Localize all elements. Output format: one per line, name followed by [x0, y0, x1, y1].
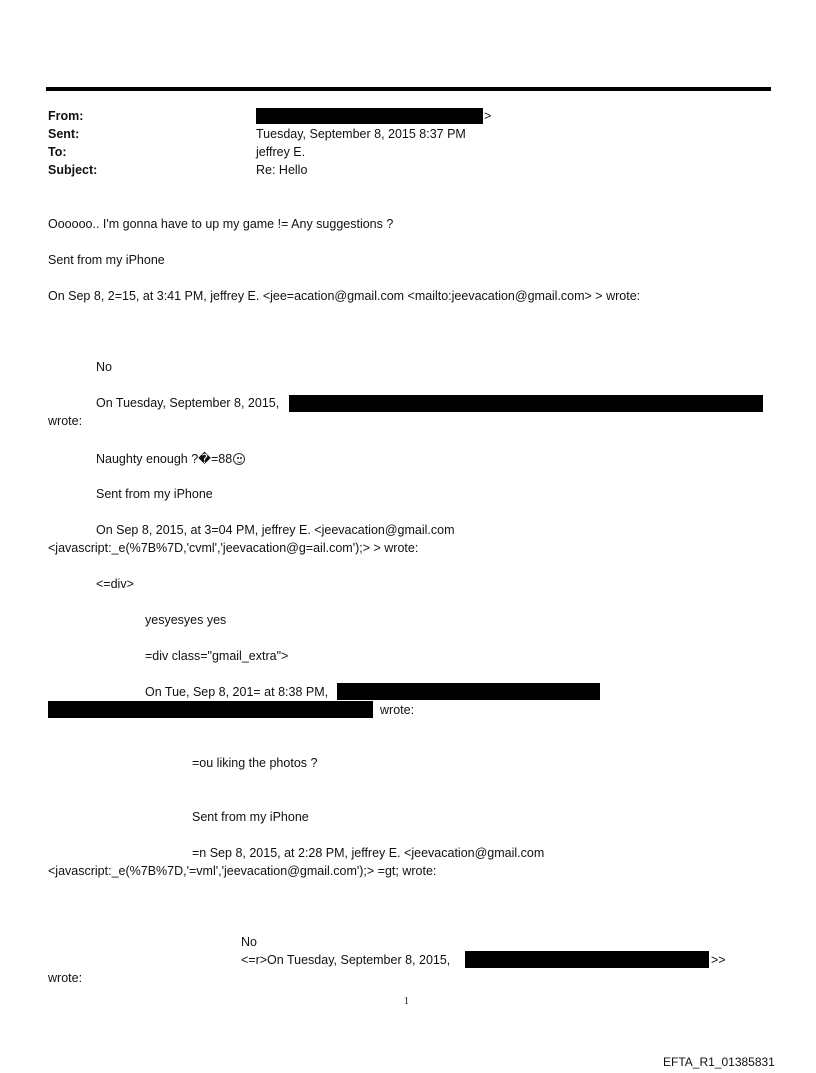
body-line-7 [96, 451, 245, 466]
body-line-11: yesyesyes yes [145, 613, 227, 627]
body-line-15: =ou liking the photos ? [192, 756, 318, 770]
sent-label: Sent: [48, 127, 80, 141]
body-line-2: Sent from my iPhone [48, 253, 165, 267]
redaction-from [256, 108, 483, 124]
body-line-7-text: Naughty enough ?�=88 [96, 452, 233, 466]
body-line-5: On Tuesday, September 8, 2015, [96, 396, 280, 410]
redaction-sender-1 [289, 395, 763, 412]
body-line-3: On Sep 8, 2=15, at 3:41 PM, jeffrey E. <jee=acation@gmail.com <mailto:jeevacation@gmail.com> > wrote: [48, 289, 641, 303]
body-line-12: =div class="gmail_extra"> [145, 649, 289, 663]
to-value: jeffrey E. [256, 145, 306, 159]
to-label: To: [48, 145, 67, 159]
body-line-9b: <javascript:_e(%7B%7D,'cvml','jeevacation@g=ail.com');> > wrote: [48, 541, 419, 555]
from-label: From: [48, 109, 84, 123]
body-line-14: wrote: [380, 703, 415, 717]
redaction-sender-2b [48, 701, 373, 718]
body-line-9a: On Sep 8, 2015, at 3=04 PM, jeffrey E. <jeevacation@gmail.com [96, 523, 455, 537]
redaction-sender-3 [465, 951, 709, 968]
body-line-17b: <javascript:_e(%7B%7D,'=vml','jeevacation@gmail.com');> =gt; wrote: [48, 864, 437, 878]
subject-value: Re: Hello [256, 163, 308, 177]
redaction-sender-2a [337, 683, 600, 700]
smiley-icon [233, 453, 245, 465]
document-id: EFTA_R1_01385831 [663, 1055, 775, 1069]
body-line-6: wrote: [48, 414, 83, 428]
body-line-19-suffix: >> [711, 953, 726, 967]
sent-value: Tuesday, September 8, 2015 8:37 PM [256, 127, 466, 141]
body-line-20: wrote: [48, 971, 83, 985]
from-suffix: > [484, 109, 492, 123]
body-line-1: Oooooo.. I'm gonna have to up my game != Any suggestions ? [48, 217, 394, 231]
page-number: 1 [404, 996, 409, 1007]
body-line-13: On Tue, Sep 8, 201= at 8:38 PM, [145, 685, 329, 699]
body-line-10: <=div> [96, 577, 134, 591]
subject-label: Subject: [48, 163, 98, 177]
body-line-16: Sent from my iPhone [192, 810, 309, 824]
body-line-17a: =n Sep 8, 2015, at 2:28 PM, jeffrey E. <jeevacation@gmail.com [192, 846, 545, 860]
body-line-18: No [241, 935, 257, 949]
body-line-19: <=r>On Tuesday, September 8, 2015, [241, 953, 451, 967]
header-rule [46, 87, 771, 91]
body-line-8: Sent from my iPhone [96, 487, 213, 501]
body-line-4: No [96, 360, 112, 374]
